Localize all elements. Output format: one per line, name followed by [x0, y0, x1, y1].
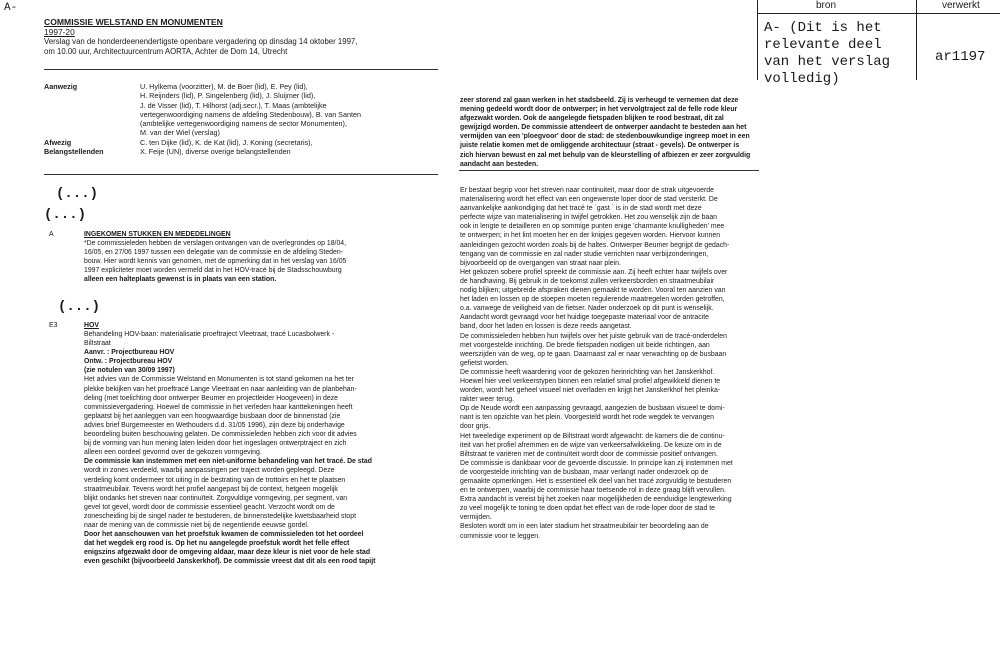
- ellipsis-1: (...): [56, 186, 99, 202]
- text-line: nant is ten opzichte van het plein. Voorgesteld wordt het rode wegdek te vervangen: [460, 414, 714, 422]
- header-col-bron: bron: [816, 0, 837, 11]
- text-line: plekke bekijken van het proeftracé Lange Vleetraat en naar aanleiding van de planbehan-: [84, 385, 357, 393]
- present-line: U. Hylkema (voorzitter), M. de Boer (lid), E. Pey (lid),: [140, 82, 308, 91]
- text-line: zo veel mogelijk te toning te doen opdat het effect van de rode loper door de stad te: [460, 505, 716, 513]
- present-line: (ambtelijke vertegenwoordiging namens de sector Monumenten),: [140, 119, 347, 129]
- text-line: geplaatst bij het aanleggen van een hoogwaardige busbaan door de binnenstad (zie: [84, 412, 341, 420]
- margin-mark: A-: [4, 2, 18, 14]
- title-rule: [44, 69, 438, 70]
- header-code: ar1197: [935, 49, 986, 65]
- section-a-code: A: [49, 231, 54, 238]
- text-line: Het tweeledige experiment op de Biltstraat wordt afgewacht: de kamers die de continu-: [460, 432, 725, 440]
- text-line: gefietst worden.: [460, 359, 509, 367]
- attendance-rule: [44, 174, 438, 175]
- text-line: door grijs.: [460, 423, 491, 431]
- text-line: ook in lengte te detailleren en op sommige punten enige 'charmante knulligheden' mee: [460, 223, 725, 231]
- text-line: Hoewel hier veel verkeerstypen binnen een relatief smal profiel afgewikkeld dienen te: [460, 377, 721, 385]
- text-line: 1997 expliciteter moet worden vermeld dat in het HOV-tracé bij de Stadsschouwburg: [84, 267, 342, 275]
- section-a-title: INGEKOMEN STUKKEN EN MEDEDELINGEN: [84, 231, 231, 238]
- text-line: (zie notulen van 30/09 1997): [84, 367, 175, 375]
- present-line: M. van der Wiel (verslag): [140, 128, 220, 138]
- right-body: [460, 186, 733, 541]
- text-line: vermijden van een 'ploegvoor' door de stad: de stedenbouwkundige ingreep moet in een: [460, 133, 750, 141]
- text-line: advies brief Burgemeester en Wethouders d.d. 31/05 1996), zijn deze bij onderhavige: [84, 421, 345, 429]
- text-line: perfecte wijze van materialisering in twijfel getrokken. Het zou wenselijk zijn de baan: [460, 214, 717, 222]
- text-line: band, door het laden en lossen is deze reeds aangetast.: [460, 323, 632, 331]
- text-line: mening gedeeld wordt door de ontwerper; in het vervolgtraject zal de felle rode kleur: [460, 106, 738, 114]
- text-line: worden, wordt het geheel visueel niet overladen en krijgt het Janskerkhof het pleinka-: [460, 387, 721, 395]
- text-line: en te ontwerpen, waarbij de commissie haar toetsende rol in deze graag blijft vervullen.: [460, 487, 726, 495]
- ellipsis-2: (...): [44, 207, 87, 223]
- text-line: Op de Neude wordt een aanpassing gevraagd, aangezien de busbaan visueel te domi-: [460, 405, 725, 413]
- text-line: verdeling komt ondermeer tot uiting in de bestrating van de trottoirs en het te plaatsen: [84, 476, 346, 484]
- text-line: naar de mening van de commissie niet bij de negentiende eeuwse gordel.: [84, 521, 309, 529]
- text-line: alleen een halteplaats gewenst is in plaats van een station.: [84, 276, 277, 284]
- text-line: materialisering wordt het effect van een ongewenste loper door de stad versterkt. De: [460, 196, 718, 204]
- text-line: Biltstraat: [84, 340, 111, 348]
- text-line: aanleidingen gezocht worden zoals bij de haltes. Ontwerper Beumer begrijpt de gedach-: [460, 241, 730, 249]
- text-line: Door het aanschouwen van het proefstuk kwamen de commissieleden tot het oordeel: [84, 531, 364, 539]
- org-title: COMMISSIE WELSTAND EN MONUMENTEN: [44, 17, 223, 27]
- text-line: met voorgestelde inrichting. De brede fietspaden nodigen uit beide richtingen, aan: [460, 341, 710, 349]
- meeting-line-2: om 10.00 uur, Architectuurcentrum AORTA, Achter de Dom 14, Utrecht: [44, 47, 288, 56]
- text-line: aanvankelijke aankondiging dat het tracé te `gast ` is in de stad wordt met deze: [460, 205, 702, 213]
- text-line: nodig blijken; uitgebreide afspraken dienen gemaakt te worden. Vooral ten aanzien van: [460, 287, 726, 295]
- text-line: De commissie is dankbaar voor de gevoerde discussie. In principe kan zij instemmen met: [460, 459, 733, 467]
- archive-header-box: [757, 0, 1000, 87]
- text-line: o.a. vanwege de veiligheid van de fietser. Nader onderzoek op dit punt is wenselijk.: [460, 305, 714, 313]
- text-line: dat het wegdek erg rood is. Op het nu aangelegde proefstuk wordt het felle effect: [84, 540, 350, 548]
- text-line: Er bestaat begrip voor het streven naar continuiteit, maar door de strak uitgevoerde: [460, 187, 714, 194]
- present-label: Aanwezig: [44, 82, 78, 91]
- text-line: enigszins afgezwakt door de omgeving aldaar, maar deze kleur is niet voor de hele stad: [84, 549, 371, 557]
- section-e3-body: [84, 330, 375, 566]
- text-line: tengang van de commissie en zal nader studie verrichten naar verbijzonderingen,: [460, 250, 709, 258]
- text-line: Biltstraat te variëren met de continuïteit wordt door de commissie positief ontvangen.: [460, 450, 718, 458]
- text-line: De commissie heeft waardering voor de gekozen herinrichting van het Janskerkhof.: [460, 368, 715, 376]
- text-line: weerszijden van de weg, op te gaan. Daarnaast zal er naar verwachting op de busbaan: [460, 350, 727, 358]
- text-line: De commissie kan instemmen met een niet-uniforme behandeling van het tracé. De stad: [84, 458, 372, 466]
- header-row: [758, 0, 1000, 14]
- text-line: De commissieleden hebben hun twijfels over het juiste gebruik van de tracé-onderdelen: [460, 332, 727, 340]
- text-line: deling (met toelichting door ontwerper Beumer en projectleider Hoogeveen) in deze: [84, 394, 338, 402]
- text-line: Aanvr. : Projectbureau HOV: [84, 349, 175, 357]
- text-line: bij de vorming van hun mening laten leiden door het ingeslagen ontwerptraject en zich: [84, 440, 347, 448]
- text-line: zonescheiding bij de singel nader te bestuderen, de binnenstedelijke kwetsbaarheid stopt: [84, 512, 356, 520]
- text-line: Het gekozen sobere profiel spreekt de commissie aan. Zij heeft echter haar twijfels over: [460, 268, 728, 276]
- text-line: afgezwakt worden. Ook de aangelegde fietspaden blijken te rood bestraat, dit zal: [460, 115, 724, 123]
- text-line: Het advies van de Commissie Welstand en Monumenten is tot stand gekomen na het ter: [84, 376, 354, 384]
- text-line: gewijzigd worden. De commissie attendeert de ontwerper aandacht te besteden aan het: [460, 124, 747, 132]
- text-line: aandacht aan besteden.: [460, 160, 539, 168]
- text-line: bijvoorbeeld op de overgangen van straat naar plein.: [460, 259, 621, 267]
- present-line: vertegenwoordiging namens de afdeling Stedenbouw), B. van Santen: [140, 109, 361, 119]
- text-line: rakter weer terug.: [460, 396, 514, 404]
- text-line: Ontw. : Projectbureau HOV: [84, 358, 173, 366]
- stakeholders-list: X. Feije (UN), diverse overige belangstellenden: [140, 147, 291, 156]
- text-line: vermijden.: [460, 514, 492, 522]
- ellipsis-3: (...): [58, 299, 101, 315]
- text-line: de voorgestelde inrichting van de busbaan, maar verlangt nader onderzoek op de: [460, 468, 709, 476]
- text-line: commissie voor te leggen.: [460, 532, 541, 540]
- absent-label: Afwezig: [44, 138, 72, 147]
- meeting-number: 1997-20: [44, 27, 75, 37]
- text-line: juiste relatie komen met de omliggende architectuur (straat - gevels). De ontwerper is: [460, 142, 740, 150]
- text-line: Extra aandacht is vereist bij het zoeken naar mogelijkheden de eenduidige lengtewerking: [460, 496, 732, 504]
- present-line: H. Reijnders (lid), P. Singelenberg (lid), J. Sluijmer (lid),: [140, 91, 316, 101]
- right-boxed-block: [460, 96, 750, 169]
- text-line: het laden en lossen op de stoepen moeten regulerende maatregelen worden getroffen,: [460, 296, 725, 304]
- text-line: gemaakte opmerkingen. Het is essentieel elk deel van het tracé zorgvuldig te bestuderen: [460, 478, 732, 485]
- header-note: A- (Dit is het relevante deel van het verslag volledig): [764, 20, 891, 87]
- present-list: [140, 82, 361, 138]
- right-boxed-rule: [459, 170, 759, 171]
- text-line: even geschikt (bijvoorbeeld Janskerkhof). De commissie vreest dat dit als een rood tapijt: [84, 558, 376, 566]
- text-line: zich hiervan bewust en zal met behulp van de kleurstelling of afbiezen er zeer zorgvuldig: [460, 151, 751, 159]
- text-line: bouw. Hier wordt kennis van genomen, met de opmerking dat in het verslag van 16/05: [84, 258, 347, 266]
- text-line: gevel tot gevel, wordt door de commissie essentieel geacht. Verzocht wordt om de: [84, 503, 335, 511]
- text-line: de handhaving. Bij gebruik in de toekomst zullen verkeersborden en straatmeubilair: [460, 277, 715, 285]
- section-e3-code: E3: [49, 322, 58, 329]
- text-line: Aandacht wordt gevraagd voor het huidige toegepaste materiaal voor de antracite: [460, 314, 709, 322]
- text-line: blijkt ondanks het streven naar continuïteit. Zorgvuldige vormgeving, per segment, van: [84, 494, 348, 502]
- absent-list: C. ten Dijke (lid), K. de Kat (lid), J. Koning (secretaris),: [140, 138, 313, 147]
- text-line: beoordeling buiten beschouwing gelaten. De commissieleden hebben zich voor dit advies: [84, 431, 357, 439]
- title-block: [44, 17, 464, 57]
- text-line: alleen een oordeel gevormd over de gekozen vormgeving.: [84, 449, 262, 457]
- text-line: te ontwerpen; in het lint moeten her en der knipjes gegeven worden. Hiervoor kunnen: [460, 232, 721, 240]
- stakeholders-label: Belangstellenden: [44, 147, 104, 156]
- text-line: straatmeubilair. Tevens wordt het profiel aangepast bij de context, hetgeen mogelijk: [84, 485, 338, 493]
- text-line: iteit van het profiel afremmen en de wijze van verkeersafwikkeling. De keuze om in de: [460, 441, 722, 449]
- text-line: commissievergadering. Hoewel de commissie in het verleden haar kanttekeningen heeft: [84, 403, 353, 411]
- text-line: wordt in zones verdeeld, waarbij aanpassingen per traject worden gepleegd. Deze: [84, 467, 335, 475]
- text-line: *De commissieleden hebben de verslagen ontvangen van de overlegrondes op 18/04,: [84, 240, 347, 247]
- header-col-verwerkt: verwerkt: [942, 0, 980, 11]
- text-line: Besloten wordt om in een later stadium het straatmeubilair ter beoordeling aan de: [460, 523, 709, 531]
- meeting-line-1: Verslag van de honderdeenendertigste openbare vergadering op dinsdag 14 oktober 1997,: [44, 37, 358, 46]
- present-line: J. de Visser (lid), T. Hilhorst (adj.secr.), T. Maas (ambtelijke: [140, 100, 327, 110]
- section-a-body: [84, 239, 346, 284]
- section-e3-title: HOV: [84, 322, 99, 329]
- header-divider: [916, 0, 917, 80]
- text-line: zeer storend zal gaan werken in het stadsbeeld. Zij is verheugd te vernemen dat deze: [460, 97, 739, 104]
- text-line: Behandeling HOV-baan: materialisatie proeftraject Vleetraat, tracé Lucasbolwerk -: [84, 331, 335, 338]
- text-line: 16/05, en 27/06 1997 tussen een delegatie van de commissie en de afdeling Steden-: [84, 249, 343, 257]
